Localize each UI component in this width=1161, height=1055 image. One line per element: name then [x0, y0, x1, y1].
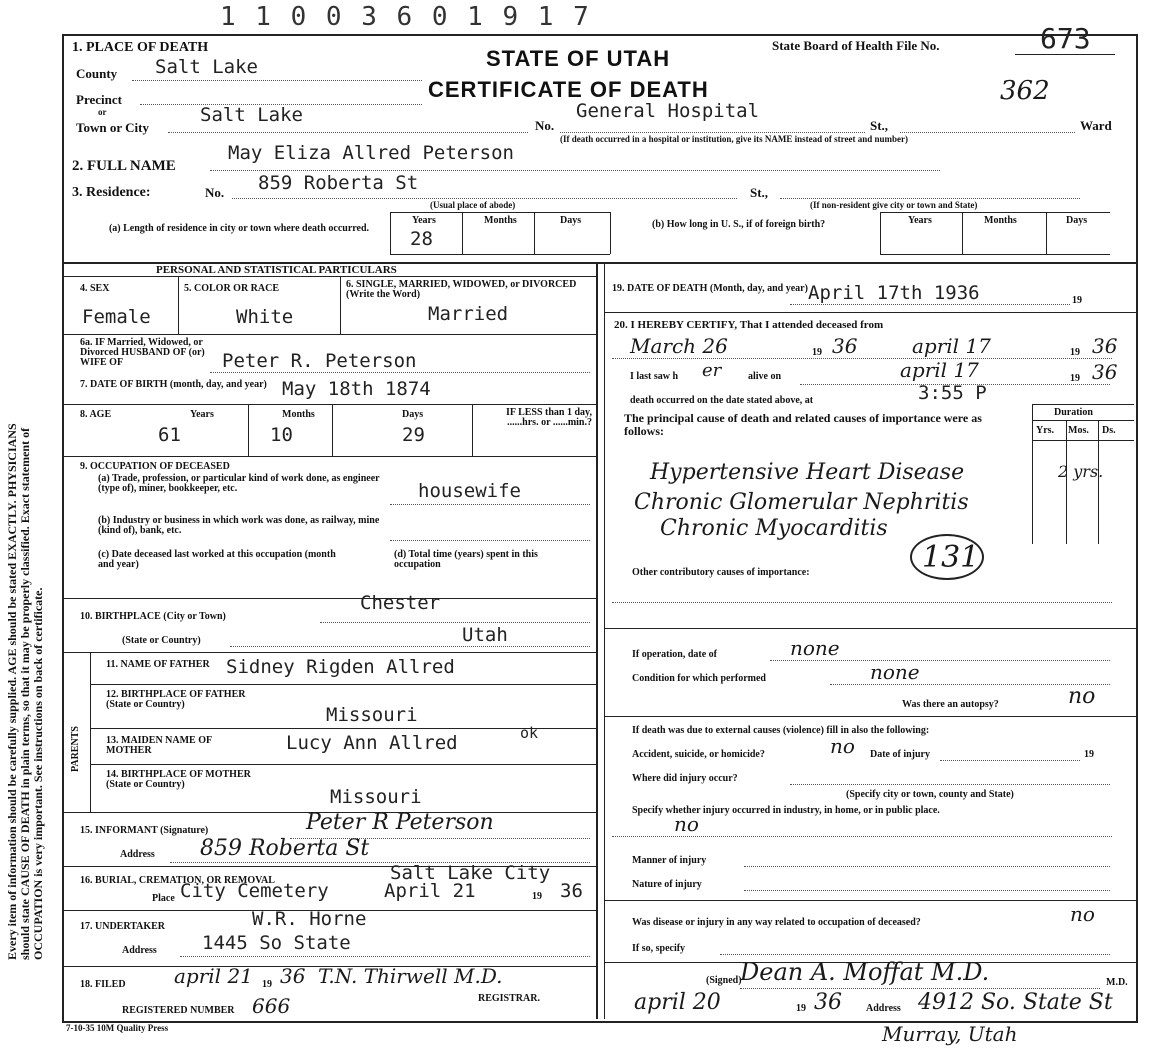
mother-birthplace: Missouri [330, 786, 422, 808]
birthplace-label: 10. BIRTHPLACE (City or Town) [80, 611, 226, 622]
ward-label: Ward [1080, 118, 1112, 133]
undertaker-address: 1445 So State [202, 932, 351, 954]
undertaker-label: 17. UNDERTAKER [80, 921, 166, 932]
signed-year: 36 [814, 990, 842, 1015]
file-no: 673 [1040, 22, 1091, 55]
informant: Peter R Peterson [306, 810, 494, 835]
town: Salt Lake [200, 104, 303, 126]
cause-code: 131 [922, 540, 980, 575]
registered-number: 666 [252, 994, 291, 1018]
occupation-c: (c) Date deceased last worked at this occupation (month and year) [98, 549, 336, 570]
non-resident-note: (If non-resident give city or town and State) [810, 200, 978, 210]
cause-3: Chronic Myocarditis [660, 516, 888, 541]
age-months-label: Months [282, 409, 315, 420]
occupation-b: (b) Industry or business in which work was done, as railway, mine (kind of), bank, etc. [98, 515, 380, 536]
signed-date: april 20 [634, 990, 721, 1015]
less-than-day-label: IF LESS than 1 day, ......hrs. or ......min.? [505, 407, 592, 428]
years-label: Years [412, 215, 436, 226]
physician-signature: Dean A. Moffat M.D. [740, 958, 990, 986]
sex: Female [82, 306, 151, 328]
or-label: or [98, 107, 107, 117]
full-name: May Eliza Allred Peterson [228, 142, 514, 164]
attended-from-year: 36 [832, 334, 858, 358]
signed-year-prefix: 19 [796, 1003, 806, 1014]
cause-label: The principal cause of death and related causes of importance were as follows: [624, 411, 982, 438]
injury-where-note: (Specify city or town, county and State) [846, 789, 1014, 800]
alive-label: alive on [748, 371, 782, 382]
md-label: M.D. [1106, 977, 1128, 988]
state-country-label: (State or Country) [122, 635, 201, 646]
filed-year: 36 [280, 964, 306, 988]
attended-to: april 17 [912, 334, 991, 358]
color-label: 5. COLOR OR RACE [184, 283, 280, 294]
cause-1: Hypertensive Heart Disease [650, 460, 965, 485]
autopsy: no [1068, 684, 1096, 709]
no-label: No. [535, 118, 555, 133]
father-birthplace: Missouri [326, 704, 418, 726]
physician-address: 4912 So. State St [918, 990, 1113, 1015]
residence-years: 28 [410, 228, 433, 250]
injury-date-label: Date of injury [870, 749, 930, 760]
last-saw-date: april 17 [900, 358, 979, 382]
age-years: 61 [158, 424, 181, 446]
if-so-label: If so, specify [632, 943, 686, 954]
father-label: 11. NAME OF FATHER [106, 659, 210, 670]
injury-year-prefix: 19 [1084, 749, 1094, 760]
serial-number: 1 1 0 0 3 6 0 1 9 1 7 [220, 2, 591, 32]
burial-date: April 21 [384, 880, 476, 902]
county: Salt Lake [155, 56, 258, 78]
occupation-related-label: Was disease or injury in any way related to occupation of deceased? [632, 917, 921, 928]
from-year-prefix: 19 [812, 347, 822, 358]
attended-to-year: 36 [1092, 334, 1118, 358]
condition-label: Condition for which performed [632, 673, 766, 684]
physician-city: Murray, Utah [882, 1022, 1018, 1046]
filed-label: 18. FILED [80, 979, 126, 990]
registrar-label: REGISTRAR. [478, 993, 540, 1004]
cause-code-circle [910, 534, 984, 580]
other-causes-label: Other contributory causes of importance: [632, 567, 810, 578]
manner-label: Manner of injury [632, 855, 707, 866]
last-saw-her: er [702, 360, 722, 381]
age-days: 29 [402, 424, 425, 446]
county-label: County [76, 66, 118, 81]
autopsy-label: Was there an autopsy? [902, 699, 999, 710]
residence-st-label: St., [750, 185, 769, 200]
father: Sidney Rigden Allred [226, 656, 455, 678]
specify: no [674, 812, 699, 836]
death-time-label: death occurred on the date stated above, at [630, 395, 814, 406]
dob-label: 7. DATE OF BIRTH (month, day, and year) [80, 379, 267, 390]
age-label: 8. AGE [80, 409, 112, 420]
spouse: Peter R. Peterson [222, 350, 417, 372]
filed-year-prefix: 19 [262, 979, 272, 990]
age-days-label: Days [402, 409, 424, 420]
undertaker-address-label: Address [122, 945, 157, 956]
burial-year-prefix: 19 [532, 891, 542, 902]
occupation: housewife [418, 480, 521, 502]
certify-label: 20. I HEREBY CERTIFY, That I attended deceased from [614, 319, 884, 331]
press-line: 7-10-35 10M Quality Press [66, 1023, 169, 1033]
months-label: Months [484, 215, 517, 226]
st-label: St., [870, 118, 889, 133]
cause-duration: 2 yrs. [1058, 462, 1104, 481]
age-years-label: Years [190, 409, 214, 420]
foreign-birth-label: (b) How long in U. S., if of foreign birth? [652, 219, 826, 230]
operation: none [790, 636, 840, 660]
injury-where-label: Where did injury occur? [632, 773, 738, 784]
ds-label: Ds. [1102, 425, 1116, 436]
specify-label: Specify whether injury occurred in industry, in home, or in public place. [632, 805, 940, 816]
hospital: General Hospital [576, 100, 760, 122]
attended-from: March 26 [630, 334, 728, 358]
burial-label: 16. BURIAL, CREMATION, OR REMOVAL [80, 875, 275, 886]
place-of-death-label: 1. PLACE OF DEATH [72, 40, 209, 55]
dod-year-prefix: 19 [1072, 295, 1082, 306]
mother-birthplace-label: 14. BIRTHPLACE OF MOTHER (State or Country) [106, 769, 251, 790]
certificate-title: CERTIFICATE OF DEATH [428, 77, 709, 102]
filed-date: april 21 [174, 964, 253, 988]
parents-label: PARENTS [70, 726, 81, 772]
to-year-prefix: 19 [1070, 347, 1080, 358]
mother-ok: ok [520, 724, 539, 742]
physician-address-label: Address [866, 1003, 901, 1014]
condition: none [870, 660, 920, 684]
burial-city: Salt Lake City [390, 862, 551, 884]
accident-label: Accident, suicide, or homicide? [632, 749, 765, 760]
residence-label: 3. Residence: [72, 185, 151, 200]
occupation-label: 9. OCCUPATION OF DECEASED [80, 461, 230, 472]
registered-number-hand: 362 [1000, 76, 1050, 106]
precinct-label: Precinct [76, 92, 122, 107]
days2-label: Days [1066, 215, 1088, 226]
external-causes-label: If death was due to external causes (violence) fill in also the following: [632, 725, 930, 736]
sex-label: 4. SEX [80, 283, 110, 294]
informant-address: 859 Roberta St [200, 836, 370, 861]
registrar-signature: T.N. Thirwell M.D. [318, 964, 503, 988]
last-saw-year-prefix: 19 [1070, 373, 1080, 384]
personal-header: PERSONAL AND STATISTICAL PARTICULARS [156, 264, 397, 276]
marital-label: 6. SINGLE, MARRIED, WIDOWED, or DIVORCED (Write the Word) [346, 279, 577, 300]
spouse-label: 6a. IF Married, Widowed, or Divorced HUSBAND OF (or) WIFE OF [80, 337, 205, 368]
last-saw-label: I last saw h [630, 371, 679, 382]
registered-number-label: REGISTERED NUMBER [122, 1005, 235, 1016]
months2-label: Months [984, 215, 1017, 226]
full-name-label: 2. FULL NAME [72, 158, 176, 174]
undertaker: W.R. Horne [252, 908, 367, 930]
signed-label: (Signed) [706, 975, 742, 986]
residence: 859 Roberta St [258, 172, 419, 194]
file-no-label: State Board of Health File No. [772, 38, 940, 53]
age-months: 10 [270, 424, 293, 446]
years2-label: Years [908, 215, 932, 226]
margin-instructions: Every item of information should be carefully supplied. AGE should be stated EXACTLY. PHYSICIANS should state CAUSE OF DEATH in plain terms, so that it may be properly classified. Exact statement of OCCUPATION is very important. See instructions on back of certificate. [5, 423, 45, 960]
informant-address-label: Address [120, 849, 155, 860]
state-title: STATE OF UTAH [486, 46, 671, 71]
town-label: Town or City [76, 120, 149, 135]
mother: Lucy Ann Allred [286, 732, 458, 754]
occupation-a: (a) Trade, profession, or particular kind of work done, as engineer (type of), miner, bookkeeper, etc. [98, 473, 380, 494]
occupation-related: no [1070, 902, 1095, 926]
death-time: 3:55 P [918, 382, 987, 404]
duration-label: Duration [1054, 407, 1093, 418]
color: White [236, 306, 294, 328]
father-birthplace-label: 12. BIRTHPLACE OF FATHER (State or Country) [106, 689, 246, 710]
accident: no [830, 734, 855, 758]
mos-label: Mos. [1068, 425, 1089, 436]
nature-label: Nature of injury [632, 879, 702, 890]
dod-label: 19. DATE OF DEATH (Month, day, and year) [612, 283, 808, 294]
usual-abode-note: (Usual place of abode) [430, 200, 516, 210]
days-label: Days [560, 215, 582, 226]
burial-year: 36 [560, 880, 583, 902]
birthplace-state: Utah [462, 624, 508, 646]
dod: April 17th 1936 [808, 282, 980, 304]
cause-2: Chronic Glomerular Nephritis [634, 490, 969, 515]
birthplace-city: Chester [360, 592, 441, 614]
dob: May 18th 1874 [282, 378, 431, 400]
mother-label: 13. MAIDEN NAME OF MOTHER [106, 735, 212, 756]
operation-label: If operation, date of [632, 649, 717, 660]
marital: Married [428, 303, 509, 325]
burial-place-label: Place [152, 893, 175, 904]
last-saw-year: 36 [1092, 360, 1118, 384]
burial-place: City Cemetery [180, 880, 329, 902]
hospital-note: (If death occurred in a hospital or institution, give its NAME instead of street and number) [560, 134, 909, 144]
length-residence-label: (a) Length of residence in city or town where death occurred. [108, 223, 370, 234]
occupation-d: (d) Total time (years) spent in this occupation [394, 549, 538, 570]
yrs-label: Yrs. [1036, 425, 1055, 436]
residence-no-label: No. [205, 185, 225, 200]
informant-label: 15. INFORMANT (Signature) [80, 825, 209, 836]
